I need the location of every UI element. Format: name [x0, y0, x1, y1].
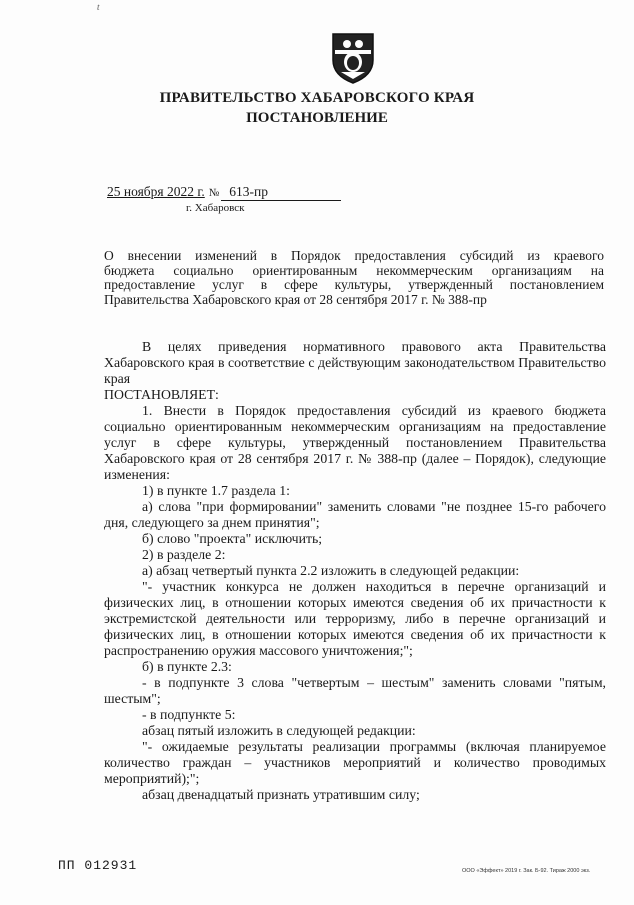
preamble-paragraph: В целях приведения нормативного правового акта Правительства Хабаровского края в соответствие с действующим законодательством Правительство края	[104, 339, 606, 386]
document-type-title: ПОСТАНОВЛЕНИЕ	[246, 110, 388, 126]
document-number: 613-пр	[221, 184, 341, 201]
body-paragraph: "- участник конкурса не должен находиться в перечне организаций и физических лиц, в отношении которых имеются сведения об их причастности к экстремистской деятельности или терроризму, либо в перечне организаций и физических лиц, в отношении которых имеются сведения об их причастности к распространению оружия массового уничтожения;";	[104, 579, 606, 658]
body-paragraph: б) в пункте 2.3:	[142, 659, 232, 674]
body-paragraph: - в подпункте 5:	[142, 707, 236, 722]
document-date: 25 ноября 2022 г.	[107, 184, 205, 199]
blank-serial-mark: ПП 012931	[58, 858, 138, 873]
body-paragraph: абзац двенадцатый признать утратившим силу;	[142, 787, 420, 802]
city-name: г. Хабаровск	[186, 202, 245, 214]
body-paragraph: 2) в разделе 2:	[142, 547, 226, 562]
subject-line: бюджета социально ориентированным некоммерческим организациям на	[104, 262, 604, 278]
document-subject	[104, 249, 604, 307]
body-paragraph: - в подпункте 3 слова "четвертым – шестым" заменить словами "пятым, шестым";	[104, 675, 606, 706]
body-paragraph: а) слова "при формировании" заменить словами "не позднее 15-го рабочего дня, следующего за днем принятия";	[104, 499, 606, 530]
body-paragraph: "- ожидаемые результаты реализации программы (включая планируемое количество граждан – участников мероприятий и количество проводимых мероприятий);";	[104, 739, 606, 786]
document-body	[104, 339, 606, 803]
coat-of-arms-emblem	[331, 32, 375, 84]
resolves-heading: ПОСТАНОВЛЯЕТ:	[104, 387, 219, 402]
body-paragraph: б) слово "проекта" исключить;	[142, 531, 323, 546]
body-paragraph: 1) в пункте 1.7 раздела 1:	[142, 483, 290, 498]
printer-note: ООО «Эффект» 2019 г. Зак. Б-92. Тираж 2000 экз.	[462, 868, 591, 874]
body-paragraph: 1. Внести в Порядок предоставления субсидий из краевого бюджета социально ориентированным некоммерческим организациям на предоставление услуг в сфере культуры, утвержденный постановлением Правительства Хабаровского края от 28 сентября 2017 г. № 388-пр (далее – Порядок), следующие изменения:	[104, 403, 606, 482]
corner-mark: t	[97, 2, 100, 12]
body-paragraph: абзац пятый изложить в следующей редакции:	[142, 723, 416, 738]
subject-line: предоставление услуг в сфере культуры, утвержденный постановлением	[104, 277, 604, 292]
authority-title: ПРАВИТЕЛЬСТВО ХАБАРОВСКОГО КРАЯ	[159, 90, 475, 106]
number-sign: №	[208, 187, 220, 199]
date-number-line	[107, 184, 341, 201]
body-paragraph: а) абзац четвертый пункта 2.2 изложить в следующей редакции:	[142, 563, 520, 578]
subject-line: Правительства Хабаровского края от 28 сентября 2017 г. № 388-пр	[104, 291, 487, 307]
subject-line: О внесении изменений в Порядок предоставления субсидий из краевого	[104, 248, 604, 263]
